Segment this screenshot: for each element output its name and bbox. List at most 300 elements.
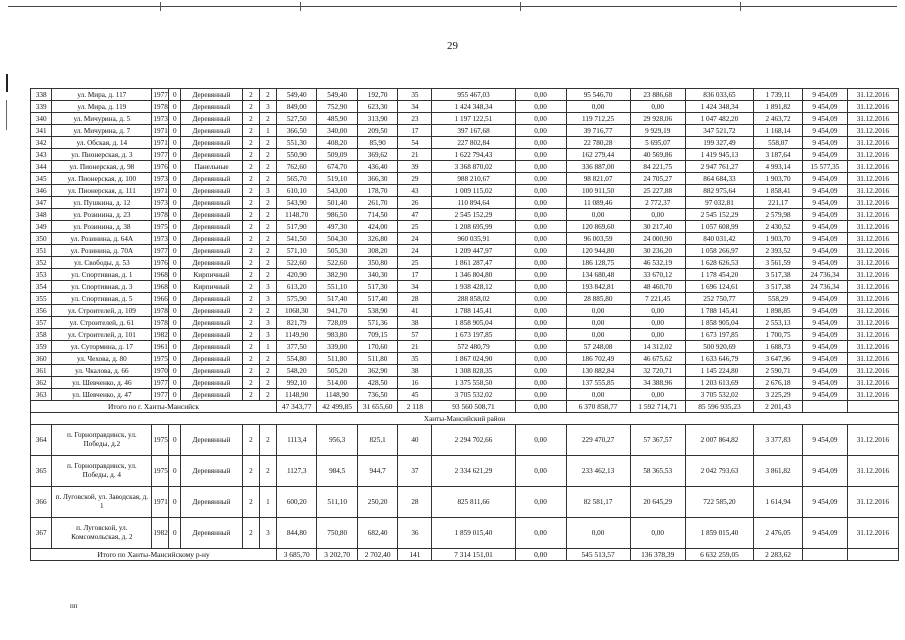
table-cell: 2: [242, 257, 259, 269]
table-cell: ул. Спортивная, д. 1: [52, 269, 152, 281]
table-cell: 354: [31, 281, 52, 293]
table-cell: 0,00: [515, 149, 566, 161]
table-cell: 1113,4: [276, 425, 316, 456]
table-cell: 3 861,82: [754, 456, 803, 487]
footer-mark: пп: [70, 602, 78, 610]
table-cell: 0: [169, 221, 181, 233]
table-cell: 0,00: [515, 549, 566, 561]
table-cell: ул. Шевченко, д. 46: [52, 377, 152, 389]
table-cell: 336 887,00: [566, 161, 630, 173]
table-cell: Деревянный: [181, 341, 243, 353]
table-cell: 37: [398, 456, 432, 487]
table-cell: 9 454,09: [803, 209, 848, 221]
table-cell: 519,10: [317, 173, 357, 185]
table-cell: 1068,30: [276, 305, 316, 317]
table-cell: 522,60: [276, 257, 316, 269]
table-cell: 23 886,68: [630, 89, 685, 101]
table-cell: 31.12.2016: [847, 89, 898, 101]
table-cell: 313,90: [357, 113, 397, 125]
table-row: [31, 149, 899, 161]
table-row: [31, 245, 899, 257]
table-cell: 9 454,09: [803, 518, 848, 549]
table-cell: 517,40: [317, 293, 357, 305]
table-cell: 31.12.2016: [847, 125, 898, 137]
table-cell: 25 227,88: [630, 185, 685, 197]
table-cell: 24 736,34: [803, 281, 848, 293]
table-cell: 2: [242, 456, 259, 487]
table-cell: 709,15: [357, 329, 397, 341]
table-cell: 0: [169, 329, 181, 341]
table-cell: 31.12.2016: [847, 161, 898, 173]
table-cell: 1: [259, 487, 276, 518]
table-cell: ул. Пушкина, д. 12: [52, 197, 152, 209]
table-cell: 0,00: [515, 257, 566, 269]
table-cell: 551,10: [317, 281, 357, 293]
table-cell: 1 047 482,20: [685, 113, 753, 125]
table-cell: 28: [398, 487, 432, 518]
table-cell: 3: [259, 293, 276, 305]
table-cell: 0,00: [566, 389, 630, 401]
table-cell: 28: [398, 293, 432, 305]
table-cell: 2 553,13: [754, 317, 803, 329]
table-cell: 31.12.2016: [847, 185, 898, 197]
table-cell: 541,50: [276, 233, 316, 245]
table-cell: 30 236,20: [630, 245, 685, 257]
table-cell: 844,80: [276, 518, 316, 549]
table-cell: 0,00: [566, 329, 630, 341]
table-cell: 377,50: [276, 341, 316, 353]
table-cell: 0,00: [515, 101, 566, 113]
table-row: [31, 257, 899, 269]
table-row: [31, 389, 899, 401]
margin-mark: [6, 100, 7, 130]
table-cell: Деревянный: [181, 209, 243, 221]
table-cell: 85,90: [357, 137, 397, 149]
table-cell: 366: [31, 487, 52, 518]
table-row: [31, 137, 899, 149]
table-cell: 9 454,09: [803, 197, 848, 209]
table-cell: 849,00: [276, 101, 316, 113]
table-cell: 0,00: [630, 317, 685, 329]
table-cell: ул. Сутормина, д. 17: [52, 341, 152, 353]
table-cell: 1977: [153, 390, 168, 399]
table-cell: 3 647,96: [754, 353, 803, 365]
table-cell: 186 702,49: [566, 353, 630, 365]
table-cell: 31.12.2016: [847, 365, 898, 377]
table-cell: 674,70: [317, 161, 357, 173]
table-cell: 0: [169, 197, 181, 209]
table-cell: 339: [31, 101, 52, 113]
table-cell: ул. Мира, д. 117: [52, 89, 152, 101]
table-cell: 288 858,02: [432, 293, 515, 305]
table-cell: 538,90: [357, 305, 397, 317]
table-cell: 0: [169, 341, 181, 353]
table-cell: Деревянный: [181, 125, 243, 137]
table-cell: 551,30: [276, 137, 316, 149]
scan-tick-mark: [520, 2, 521, 11]
table-cell: 41: [398, 305, 432, 317]
table-cell: 1 891,82: [754, 101, 803, 113]
table-cell: 193 842,81: [566, 281, 630, 293]
table-cell: 21: [398, 341, 432, 353]
table-cell: 3 561,59: [754, 257, 803, 269]
table-cell: 31.12.2016: [847, 341, 898, 353]
table-cell: 6 632 259,05: [685, 549, 753, 561]
table-cell: 836 033,65: [685, 89, 753, 101]
table-cell: 0,00: [515, 173, 566, 185]
table-cell: 2: [242, 305, 259, 317]
table-cell: Деревянный: [181, 113, 243, 125]
table-cell: 549,40: [276, 89, 316, 101]
table-cell: 1148,90: [317, 389, 357, 401]
table-cell: 600,20: [276, 487, 316, 518]
table-cell: 571,36: [357, 317, 397, 329]
table-cell: п. Горноправдинск, ул. Победы, д.2: [52, 425, 152, 456]
table-cell: 2: [242, 185, 259, 197]
table-cell: Деревянный: [181, 456, 243, 487]
table-cell: 2: [259, 257, 276, 269]
table-cell: 2: [242, 317, 259, 329]
table-cell: 0: [169, 233, 181, 245]
table-cell: 960 035,91: [432, 233, 515, 245]
table-cell: Деревянный: [181, 233, 243, 245]
table-cell: 136 378,39: [630, 549, 685, 561]
table-cell: 572 480,79: [432, 341, 515, 353]
table-cell: Деревянный: [181, 197, 243, 209]
table-cell: 134 680,48: [566, 269, 630, 281]
table-cell: 2: [242, 161, 259, 173]
table-cell: 9 454,09: [803, 257, 848, 269]
table-cell: 110 894,64: [432, 197, 515, 209]
scan-tick-mark: [300, 2, 301, 11]
table-cell: 31.12.2016: [847, 329, 898, 341]
table-cell: 0: [169, 317, 181, 329]
table-cell: 57 248,08: [566, 341, 630, 353]
table-cell: 1978: [153, 306, 168, 315]
table-cell: 2: [242, 487, 259, 518]
table-cell: 2: [242, 245, 259, 257]
table-cell: 9 454,09: [803, 101, 848, 113]
table-cell: 162 279,44: [566, 149, 630, 161]
table-cell: 358: [31, 329, 52, 341]
table-cell: 3 517,38: [754, 269, 803, 281]
table-cell: 0,00: [566, 317, 630, 329]
table-cell: 0,00: [515, 245, 566, 257]
table-cell: 511,80: [357, 353, 397, 365]
table-cell: 0,00: [566, 209, 630, 221]
table-cell: 1 788 145,41: [685, 305, 753, 317]
table-cell: ул. Розинина, д. 64А: [52, 233, 152, 245]
table-cell: 714,50: [357, 209, 397, 221]
table-cell: 350,80: [357, 257, 397, 269]
table-row: [31, 305, 899, 317]
table-cell: 0: [169, 161, 181, 173]
table-cell: 199 327,49: [685, 137, 753, 149]
table-cell: 436,40: [357, 161, 397, 173]
table-cell: 2: [242, 389, 259, 401]
table-cell: Деревянный: [181, 317, 243, 329]
table-cell: 722 585,20: [685, 487, 753, 518]
table-cell: 1982: [152, 518, 169, 549]
table-cell: 1 858 905,04: [685, 317, 753, 329]
table-cell: 359: [31, 341, 52, 353]
table-cell: 23: [398, 113, 432, 125]
table-cell: 1977: [153, 150, 168, 159]
table-cell: 0: [169, 353, 181, 365]
table-cell: 623,30: [357, 101, 397, 113]
table-row: [31, 161, 899, 173]
table-cell: 98 821,07: [566, 173, 630, 185]
table-cell: 363: [31, 389, 52, 401]
table-cell: 31.12.2016: [847, 101, 898, 113]
table-cell: 0,00: [515, 161, 566, 173]
table-cell: 1 203 613,69: [685, 377, 753, 389]
table-cell: 9 454,09: [803, 365, 848, 377]
table-cell: 2: [242, 101, 259, 113]
table-cell: 3 225,29: [754, 389, 803, 401]
table-cell: п. Луговской, ул. Заводская, д. 1: [52, 487, 152, 518]
table-row: [31, 233, 899, 245]
table-cell: 2: [242, 137, 259, 149]
table-cell: 178,70: [357, 185, 397, 197]
table-cell: 3: [259, 317, 276, 329]
table-cell: 9 454,09: [803, 173, 848, 185]
table-cell: 517,30: [357, 281, 397, 293]
table-cell: 9 454,09: [803, 185, 848, 197]
table-cell: 54: [398, 137, 432, 149]
table-cell: 543,90: [276, 197, 316, 209]
table-cell: 364: [31, 425, 52, 456]
table-cell: 31.12.2016: [847, 221, 898, 233]
table-cell: 9 454,09: [803, 487, 848, 518]
table-cell: 57 367,57: [630, 425, 685, 456]
table-cell: 424,00: [357, 221, 397, 233]
table-cell: 2: [259, 113, 276, 125]
table-cell: 543,00: [317, 185, 357, 197]
table-cell: 31.12.2016: [847, 305, 898, 317]
table-cell: 0,00: [515, 125, 566, 137]
table-cell: 31.12.2016: [847, 113, 898, 125]
table-cell: 1 375 558,50: [432, 377, 515, 389]
table-row: [31, 425, 899, 456]
table-cell: 9 454,09: [803, 341, 848, 353]
table-cell: 1 308 828,35: [432, 365, 515, 377]
table-cell: 2: [242, 233, 259, 245]
table-cell: 9 454,09: [803, 89, 848, 101]
table-cell: 504,30: [317, 233, 357, 245]
table-cell: 1975: [153, 222, 168, 231]
table-cell: 347: [31, 197, 52, 209]
table-cell: 1148,90: [276, 389, 316, 401]
table-cell: 550,90: [276, 149, 316, 161]
table-cell: 339,00: [317, 341, 357, 353]
table-cell: 1975: [153, 354, 168, 363]
table-cell: 2: [242, 221, 259, 233]
table-cell: 351: [31, 245, 52, 257]
table-cell: ул. Чкалова, д. 66: [52, 365, 152, 377]
table-cell: 1 859 015,40: [432, 518, 515, 549]
table-cell: 2 545 152,29: [685, 209, 753, 221]
table-cell: 1970: [153, 366, 168, 375]
table-cell: 0: [169, 185, 181, 197]
table-cell: 1 858,41: [754, 185, 803, 197]
table-cell: 3: [259, 518, 276, 549]
table-cell: 2: [242, 209, 259, 221]
table-row: [31, 377, 899, 389]
table-cell: 2: [242, 197, 259, 209]
table-cell: 986,50: [317, 209, 357, 221]
table-cell: 565,70: [276, 173, 316, 185]
table-cell: 2: [259, 353, 276, 365]
table-row: [31, 197, 899, 209]
table-cell: 34: [398, 101, 432, 113]
table-cell: 1971: [152, 487, 169, 518]
table-cell: 1961: [153, 342, 168, 351]
total-row: [31, 549, 899, 561]
table-cell: Деревянный: [181, 425, 243, 456]
table-cell: 31.12.2016: [847, 149, 898, 161]
table-cell: 2 042 793,63: [685, 456, 753, 487]
table-cell: 31.12.2016: [847, 173, 898, 185]
table-cell: 25: [398, 257, 432, 269]
table-cell: Деревянный: [181, 518, 243, 549]
table-cell: Деревянный: [181, 137, 243, 149]
table-cell: 0,00: [515, 293, 566, 305]
table-cell: Деревянный: [181, 257, 243, 269]
table-cell: 501,40: [317, 197, 357, 209]
table-body-city: [31, 89, 899, 413]
table-cell: 28 885,80: [566, 293, 630, 305]
table-cell: 3 705 532,02: [685, 389, 753, 401]
table-cell: 1982: [153, 330, 168, 339]
table-cell: 342: [31, 137, 52, 149]
table-cell: 1971: [153, 186, 168, 195]
table-cell: ул. Строителей, д. 61: [52, 317, 152, 329]
table-cell: 0,00: [630, 209, 685, 221]
table-cell: 3 517,38: [754, 281, 803, 293]
table-cell: 192,70: [357, 89, 397, 101]
table-cell: ул. Чехова, д. 80: [52, 353, 152, 365]
table-cell: 0: [169, 137, 181, 149]
table-cell: 2 545 152,29: [432, 209, 515, 221]
section-header-row: [31, 413, 899, 425]
table-cell: 1 788 145,41: [432, 305, 515, 317]
table-cell: 1 859 015,40: [685, 518, 753, 549]
table-cell: 825,1: [357, 425, 397, 456]
table-cell: 2 393,52: [754, 245, 803, 257]
table-cell: ул. Строителей, д. 101: [52, 329, 152, 341]
table-cell: 2: [242, 281, 259, 293]
table-cell: 9 454,09: [803, 317, 848, 329]
table-cell: 0: [169, 365, 181, 377]
table-cell: 0: [169, 245, 181, 257]
table-cell: ул. Спортивная, д. 5: [52, 293, 152, 305]
table-cell: 0,00: [515, 269, 566, 281]
table-cell: 2 334 621,29: [432, 456, 515, 487]
table-cell: 2: [259, 269, 276, 281]
table-cell: 514,00: [317, 377, 357, 389]
table-cell: 30 217,40: [630, 221, 685, 233]
table-cell: 137 555,85: [566, 377, 630, 389]
table-cell: 31.12.2016: [847, 281, 898, 293]
table-cell: 1: [259, 125, 276, 137]
table-cell: 2: [242, 353, 259, 365]
table-cell: 38: [398, 365, 432, 377]
table-row: [31, 518, 899, 549]
table-cell: Деревянный: [181, 173, 243, 185]
table-cell: ул. Свободы, д. 53: [52, 257, 152, 269]
table-cell: 9 454,09: [803, 389, 848, 401]
table-row: [31, 329, 899, 341]
table-cell: 1 938 428,12: [432, 281, 515, 293]
table-cell: 357: [31, 317, 52, 329]
table-cell: 1 178 454,20: [685, 269, 753, 281]
table-cell: 0: [169, 305, 181, 317]
table-cell: 9 454,09: [803, 233, 848, 245]
table-cell: 1 633 646,79: [685, 353, 753, 365]
table-cell: 0: [169, 89, 181, 101]
table-cell: 39: [398, 161, 432, 173]
table-cell: 2: [259, 377, 276, 389]
table-cell: 0,00: [630, 389, 685, 401]
table-cell: 956,3: [317, 425, 357, 456]
table-cell: 2: [242, 173, 259, 185]
table-cell: 24: [398, 233, 432, 245]
table-cell: 984,5: [317, 456, 357, 487]
table-cell: 0: [169, 518, 181, 549]
table-cell: ул. Спортивная, д. 3: [52, 281, 152, 293]
table-cell: 39 716,77: [566, 125, 630, 137]
table-cell: 497,30: [317, 221, 357, 233]
table-cell: 1 346 804,80: [432, 269, 515, 281]
table-cell: ул. Розинина, д. 70А: [52, 245, 152, 257]
table-cell: 24 000,90: [630, 233, 685, 245]
table-cell: Деревянный: [181, 305, 243, 317]
table-cell: Итого по г. Ханты-Мансийск: [31, 401, 277, 413]
table-cell: [847, 401, 898, 413]
table-cell: 2 702,40: [357, 549, 397, 561]
table-cell: 0: [169, 389, 181, 401]
table-cell: 9 929,19: [630, 125, 685, 137]
table-cell: 119 712,25: [566, 113, 630, 125]
table-cell: 31 655,60: [357, 401, 397, 413]
table-cell: 0,00: [515, 113, 566, 125]
table-cell: 1149,90: [276, 329, 316, 341]
table-cell: 1973: [153, 198, 168, 207]
table-cell: 261,70: [357, 197, 397, 209]
table-cell: 1968: [153, 282, 168, 291]
table-cell: 2: [242, 425, 259, 456]
table-cell: 1976: [153, 162, 168, 171]
table-cell: 821,79: [276, 317, 316, 329]
table-cell: Деревянный: [181, 487, 243, 518]
table-row: [31, 269, 899, 281]
table-cell: 2 579,98: [754, 209, 803, 221]
table-cell: 362,90: [357, 365, 397, 377]
table-cell: 2: [242, 293, 259, 305]
table-cell: 1975: [152, 456, 169, 487]
table-cell: 9 454,09: [803, 329, 848, 341]
table-cell: 2: [259, 137, 276, 149]
table-cell: 0: [169, 125, 181, 137]
table-cell: 1975: [152, 425, 169, 456]
table-cell: 2: [259, 425, 276, 456]
table-cell: 2: [242, 269, 259, 281]
table-cell: 1 592 714,71: [630, 401, 685, 413]
table-cell: 9 454,09: [803, 456, 848, 487]
table-cell: [847, 549, 898, 561]
table-cell: 988 210,67: [432, 173, 515, 185]
